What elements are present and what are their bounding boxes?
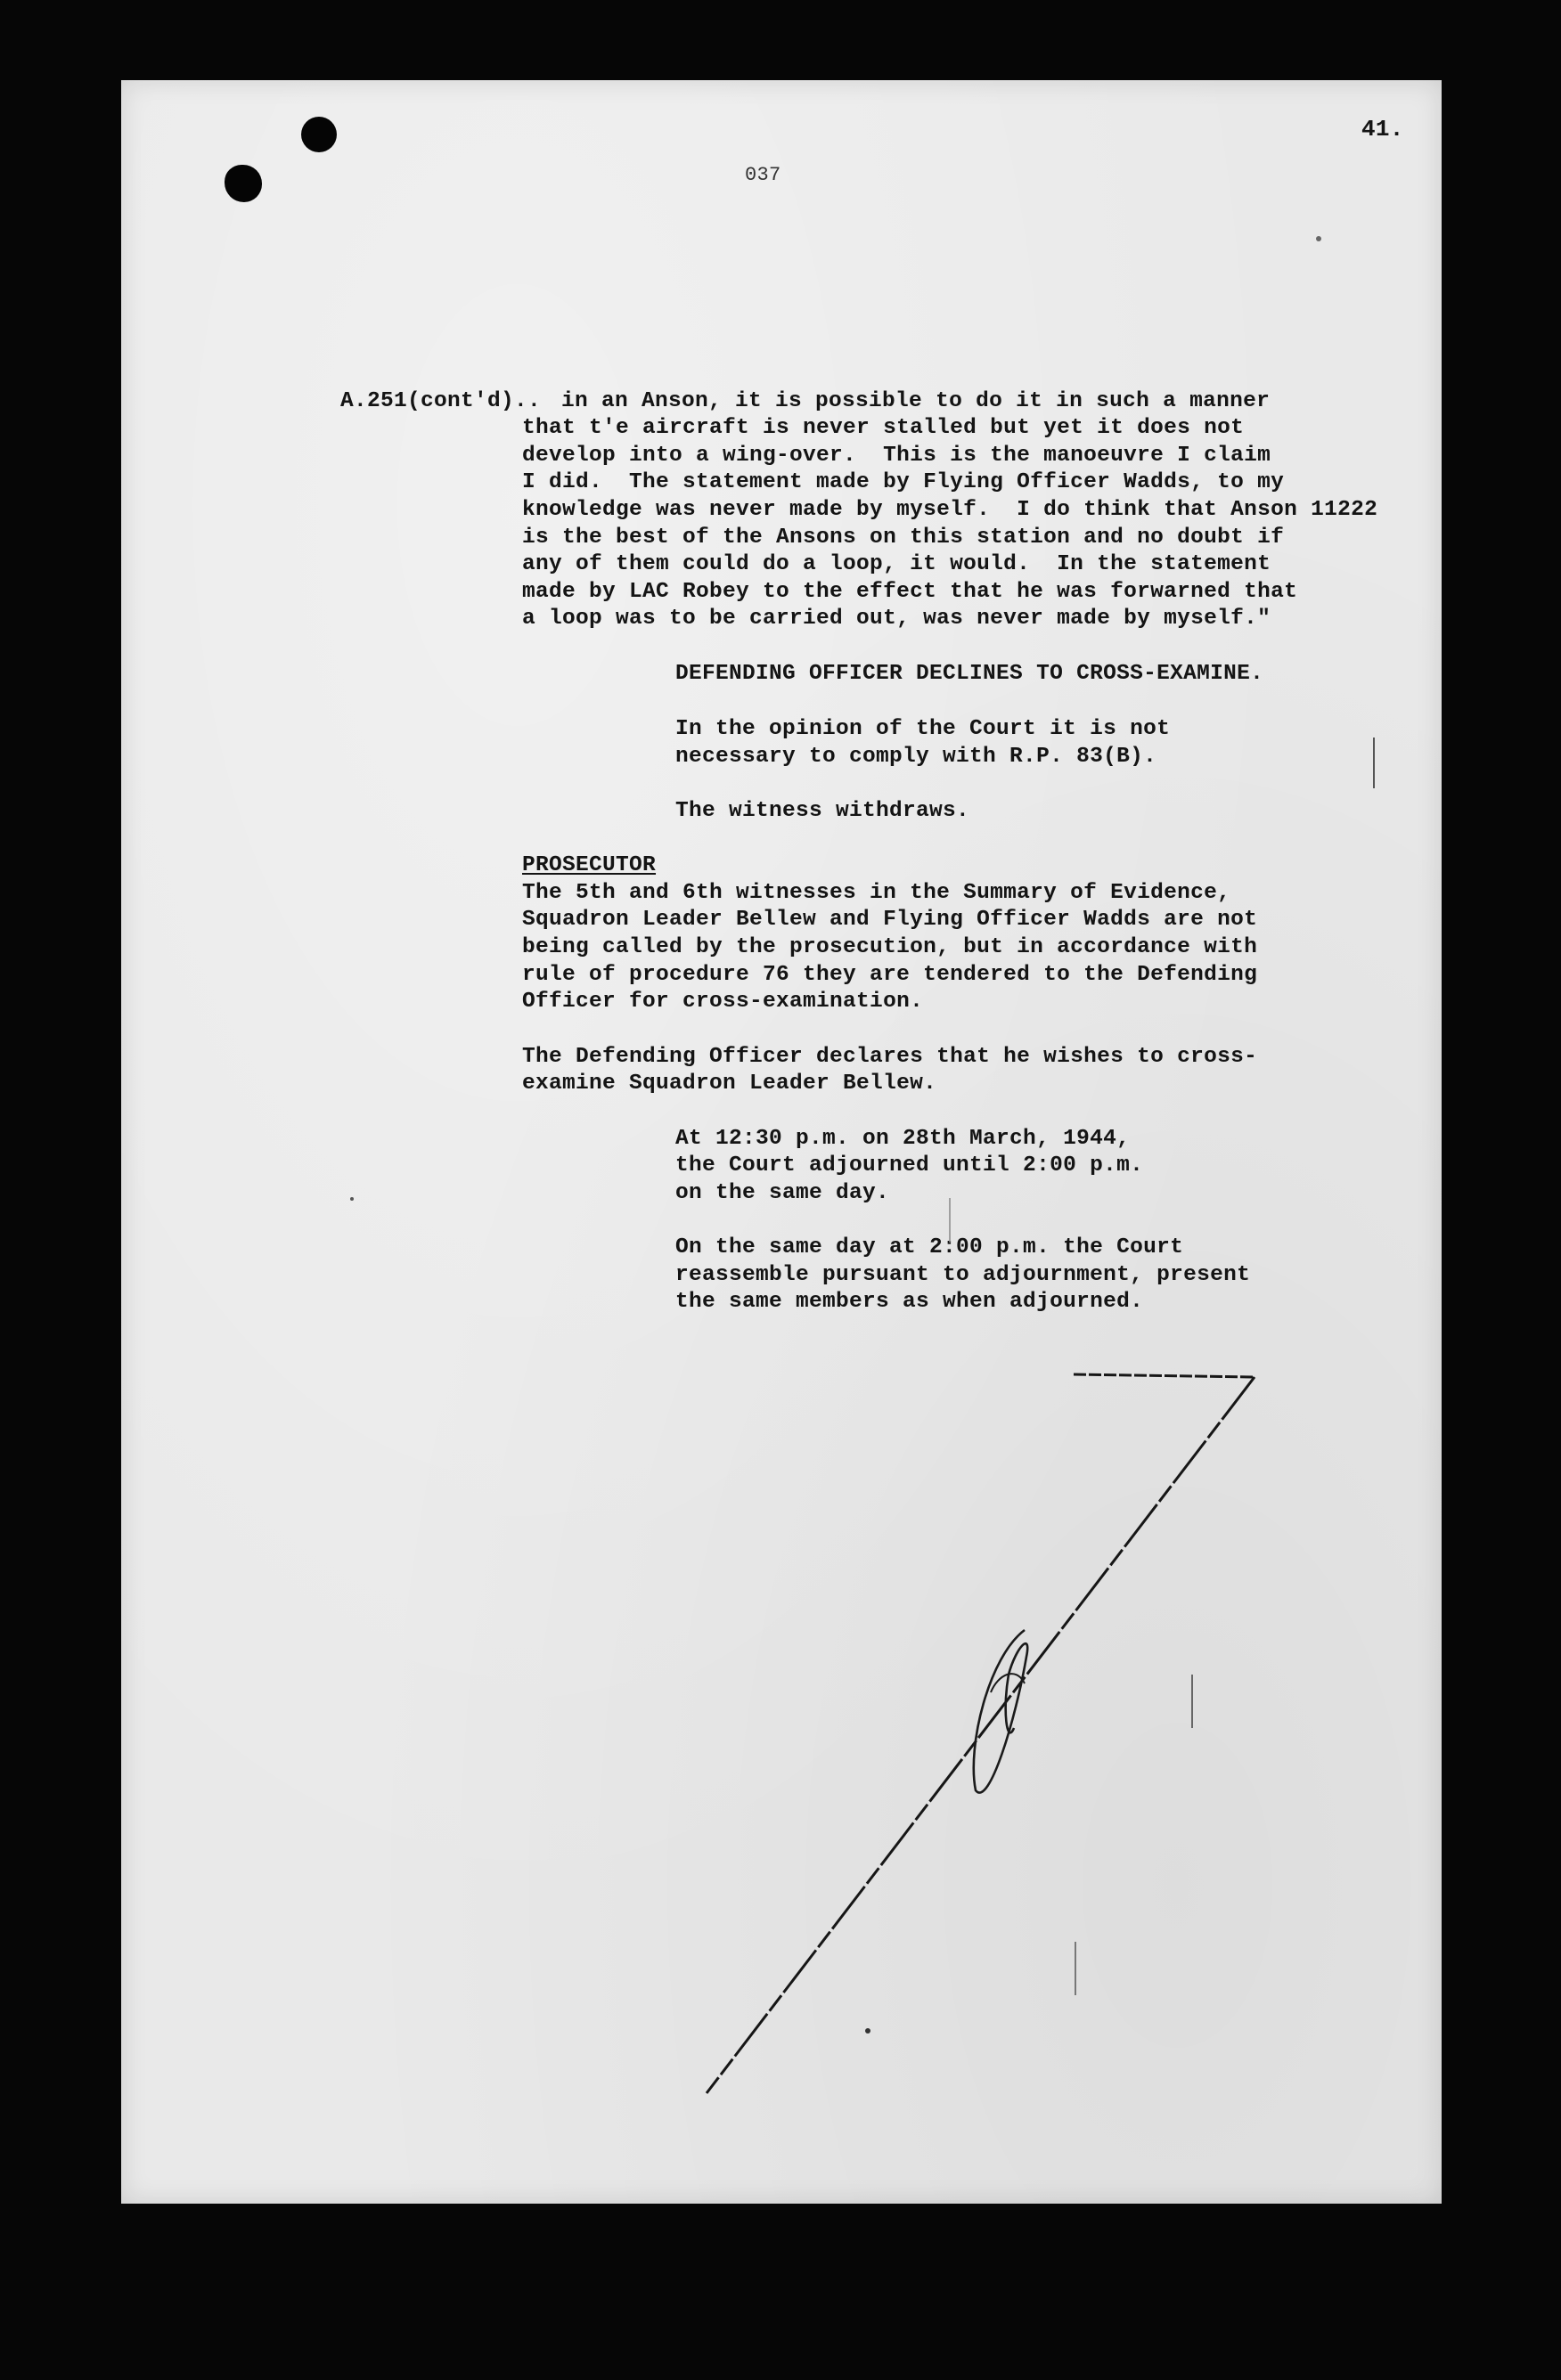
prosecutor-line: being called by the prosecution, but in accordance with	[522, 935, 1258, 959]
reassemble-line: the same members as when adjourned.	[675, 1290, 1144, 1314]
speck	[350, 1197, 354, 1201]
folio-stamp: 037	[745, 164, 781, 186]
testimony-line: that t'e aircraft is never stalled but yet it does not	[522, 416, 1245, 440]
speck	[865, 2028, 870, 2034]
opinion-line: In the opinion of the Court it is not	[675, 717, 1171, 741]
adjourn-line: on the same day.	[675, 1181, 890, 1205]
adjourn-line: the Court adjourned until 2:00 p.m.	[675, 1153, 1144, 1178]
testimony-label: A.251(cont'd)..	[340, 389, 542, 413]
withdraws-statement: The witness withdraws.	[675, 799, 970, 823]
testimony-line: I did. The statement made by Flying Officer Wadds, to my	[522, 470, 1285, 494]
testimony-line: develop into a wing-over. This is the manoeuvre I claim	[522, 444, 1271, 468]
speck	[1316, 236, 1321, 241]
testimony-line: in an Anson, it is possible to do it in such a manner	[561, 389, 1271, 413]
testimony-line: is the best of the Ansons on this station and no doubt if	[522, 526, 1285, 550]
signature-top-rule	[1074, 1374, 1255, 1377]
testimony-line: knowledge was never made by myself. I do think that Anson 11222	[522, 498, 1378, 522]
reassemble-line: On the same day at 2:00 p.m. the Court	[675, 1235, 1184, 1259]
signature-loop	[974, 1630, 1027, 1793]
testimony-line: made by LAC Robey to the effect that he was forwarned that	[522, 580, 1298, 604]
page-number: 41.	[1361, 116, 1404, 143]
testimony-line: any of them could do a loop, it would. In the statement	[522, 552, 1271, 576]
defending-line: examine Squadron Leader Bellew.	[522, 1072, 937, 1096]
prosecutor-line: Officer for cross-examination.	[522, 990, 924, 1014]
prosecutor-heading: PROSECUTOR	[522, 853, 657, 877]
reassemble-line: reassemble pursuant to adjournment, present	[675, 1263, 1251, 1287]
defending-line: The Defending Officer declares that he wishes to cross-	[522, 1045, 1258, 1069]
prosecutor-line: rule of procedure 76 they are tendered to the Defending	[522, 963, 1258, 987]
opinion-line: necessary to comply with R.P. 83(B).	[675, 745, 1157, 769]
prosecutor-line: The 5th and 6th witnesses in the Summary of Evidence,	[522, 881, 1231, 905]
testimony-line: a loop was to be carried out, was never made by myself."	[522, 607, 1271, 631]
prosecutor-line: Squadron Leader Bellew and Flying Officer Wadds are not	[522, 908, 1258, 932]
adjourn-line: At 12:30 p.m. on 28th March, 1944,	[675, 1127, 1131, 1151]
declines-statement: DEFENDING OFFICER DECLINES TO CROSS-EXAMINE.	[675, 662, 1264, 686]
strike-diagonal-line	[707, 1377, 1255, 2093]
